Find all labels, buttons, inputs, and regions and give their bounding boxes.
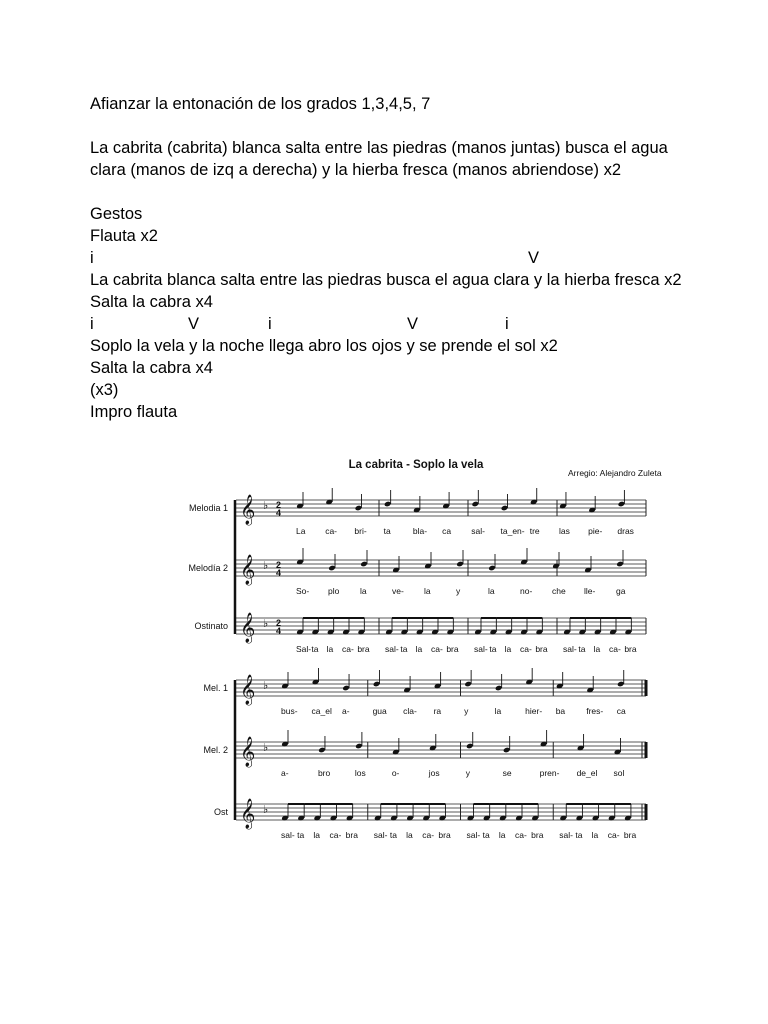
lyric-syllable: ta [400,644,408,654]
staff [194,612,646,654]
lyric-syllable: ca- [609,644,621,654]
lyric-syllable: ca- [325,526,338,536]
lyric-syllable: bus- [281,706,298,716]
lyric-syllable: ba [555,706,566,716]
lyric-syllable: jos [428,768,440,778]
lyric-syllable: cla- [403,706,417,716]
time-signature-bottom: 4 [276,568,282,578]
lyric-syllable: sal- [466,830,481,840]
staff-name: Melodía 2 [188,563,228,573]
lyric-syllable: ra [433,706,442,716]
chord-symbol: i [90,315,94,333]
lyric-syllable: bra [357,644,370,654]
lyric-syllable: Sal- [296,644,312,654]
lyric-syllable: los [354,768,366,778]
lyric-syllable: y [465,768,470,778]
lyric-syllable: y [464,706,469,716]
lyric-syllable: ve- [392,586,404,596]
lyric-syllable: pren- [539,768,560,778]
staff-name: Mel. 2 [203,745,228,755]
lyric-syllable: ta [578,644,586,654]
lyric-syllable: sal- [385,644,399,654]
time-signature-bottom: 4 [276,508,282,518]
lyric-syllable: ca- [520,644,532,654]
impro-line: Impro flauta [90,403,178,421]
repeat-line: (x3) [90,381,119,399]
verse-line-1: La cabrita blanca salta entre las piedras busca el agua clara y la hierba fresca x2 [90,271,682,289]
lyric-syllable: la [498,830,506,840]
staff-name: Melodia 1 [188,503,228,513]
time-signature-top: 2 [276,560,282,570]
lyric-syllable: hier- [525,706,543,716]
flauta-line: Flauta x2 [90,227,158,245]
sheet-music [0,440,768,860]
lyric-syllable: a- [281,768,289,778]
treble-clef-icon: 𝄞 [240,674,256,704]
flat-icon: ♭ [263,804,269,816]
lyric-syllable: ta [383,526,391,536]
lyric-syllable: che [552,586,566,596]
lyric-syllable: no- [520,586,533,596]
staff [188,548,646,596]
score-title: La cabrita - Soplo la vela [348,459,484,471]
lyric-syllable: la [504,644,512,654]
time-signature-top: 2 [276,500,282,510]
flat-icon: ♭ [263,618,269,630]
time-signature-top: 2 [276,618,282,628]
staff-name: Mel. 1 [203,683,228,693]
lyric-syllable: ca- [515,830,527,840]
lyric-syllable: So- [296,586,310,596]
lyric-syllable: ca- [422,830,435,840]
lyric-syllable: bra [345,830,358,840]
lyric-syllable: bri- [354,526,367,536]
lyric-syllable: sol [613,768,625,778]
chord-symbol: i [505,315,509,333]
time-signature-bottom: 4 [276,626,282,636]
lyric-syllable: y [456,586,461,596]
staff [189,488,646,536]
lyric-syllable: ca- [607,830,620,840]
lyric-syllable: a- [342,706,350,716]
lyric-syllable: sal- [563,644,577,654]
lyric-syllable: sal- [471,526,486,536]
lyric-syllable: sal- [559,830,573,840]
lyric-syllable: ca [616,706,626,716]
treble-clef-icon: 𝄞 [240,494,256,524]
lyric-syllable: sal- [281,830,295,840]
lyric-syllable: se [502,768,512,778]
staff-name: Ostinato [194,621,228,631]
lyric-syllable: ta [311,644,319,654]
lyric-syllable: ta_en- [500,526,525,536]
lyric-syllable: la [494,706,502,716]
flat-icon: ♭ [263,500,269,512]
lyric-syllable: la [360,586,367,596]
lyric-syllable: la [591,830,599,840]
lyric-syllable: bra [531,830,544,840]
lyric-syllable: bla- [412,526,428,536]
staff [214,798,646,840]
lyric-syllable: la [415,644,423,654]
staff-name: Ost [213,807,228,817]
lyric-syllable: La [296,526,306,536]
lyric-syllable: dras [617,526,634,536]
lyric-syllable: plo [328,586,340,596]
lyric-syllable: bra [623,830,637,840]
lyric-syllable: ca [442,526,452,536]
lyric-syllable: bro [317,768,331,778]
lyric-syllable: ca_el [311,706,332,716]
lyric-syllable: ta [575,830,583,840]
treble-clef-icon: 𝄞 [240,612,256,642]
lyric-syllable: ca- [329,830,342,840]
lyric-syllable: ca- [342,644,354,654]
lyric-syllable: ta [297,830,305,840]
lyric-syllable: ta [489,644,497,654]
lyric-syllable: la [424,586,431,596]
lyric-syllable: ta [389,830,398,840]
lyric-syllable: bra [624,644,637,654]
lyric-syllable: las [558,526,570,536]
verse-line-2: Soplo la vela y la noche llega abro los ojos y se prende el sol x2 [90,337,558,355]
lyric-syllable: bra [438,830,451,840]
lyric-syllable: la [313,830,320,840]
staff [203,668,646,716]
lyric-syllable: fres- [586,706,604,716]
score-arranger: Arregio: Alejandro Zuleta [568,468,662,478]
flat-icon: ♭ [263,742,269,754]
lyric-syllable: de_el [576,768,598,778]
chord-symbol: V [407,315,419,333]
salta-line-2: Salta la cabra x4 [90,359,213,377]
lyric-syllable: gua [372,706,387,716]
treble-clef-icon: 𝄞 [240,798,256,828]
chord-symbol: i [90,249,94,267]
lyric-syllable: la [406,830,413,840]
treble-clef-icon: 𝄞 [240,554,256,584]
description-line-2: clara (manos de izq a derecha) y la hierba fresca (manos abriendose) x2 [90,161,622,179]
lyric-syllable: sal- [373,830,388,840]
chord-symbol: V [188,315,200,333]
lyric-syllable: pie- [588,526,603,536]
chord-symbol: i [268,315,272,333]
lyric-syllable: ta [482,830,490,840]
salta-line-1: Salta la cabra x4 [90,293,213,311]
gestos-line: Gestos [90,205,143,223]
lyric-syllable: la [593,644,601,654]
flat-icon: ♭ [263,680,269,692]
flat-icon: ♭ [263,560,269,572]
description-line-1: La cabrita (cabrita) blanca salta entre las piedras (manos juntas) busca el agua [90,139,668,157]
lyric-syllable: la [488,586,495,596]
staff [203,730,646,778]
lyric-syllable: sal- [474,644,488,654]
lyric-syllable: lle- [584,586,596,596]
lyric-syllable: ca- [431,644,443,654]
chord-symbol: V [528,249,540,267]
treble-clef-icon: 𝄞 [240,736,256,766]
lyric-syllable: la [326,644,334,654]
lyric-syllable: tre [529,526,540,536]
lyric-syllable: bra [535,644,548,654]
lyric-syllable: ga [616,586,626,596]
lyric-syllable: o- [391,768,400,778]
lyric-syllable: bra [446,644,459,654]
heading-line: Afianzar la entonación de los grados 1,3,4,5, 7 [90,95,431,113]
